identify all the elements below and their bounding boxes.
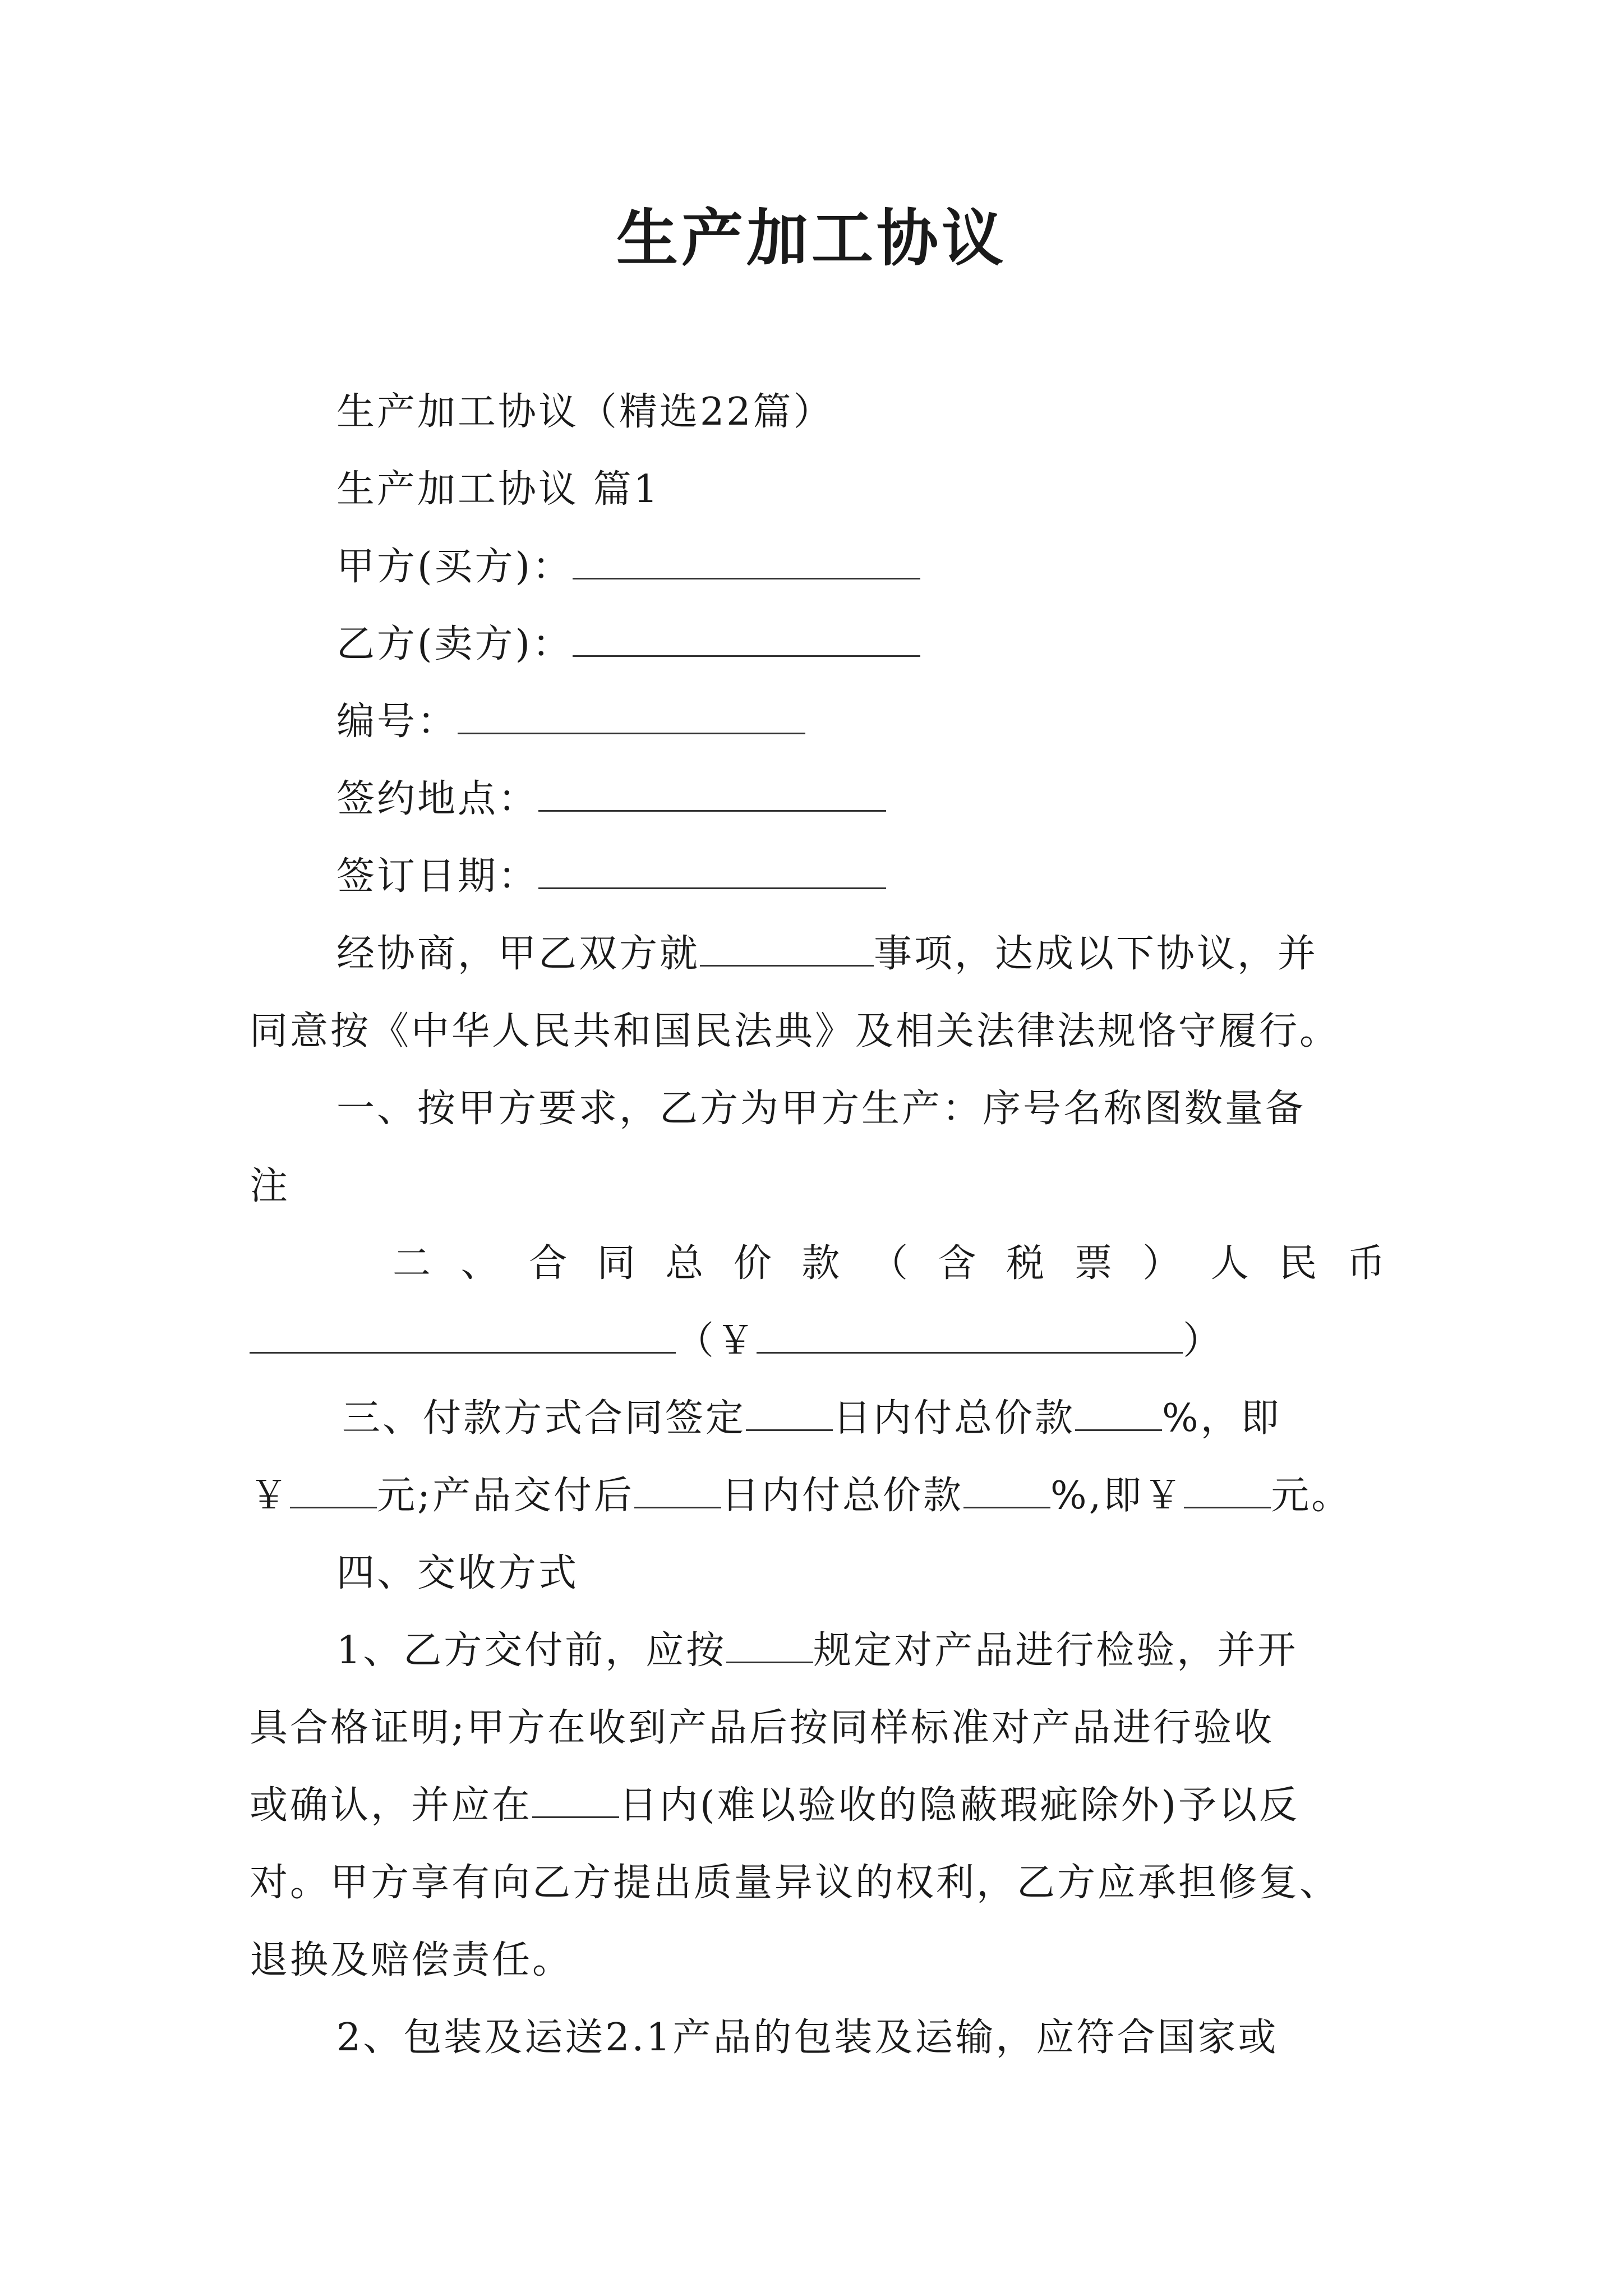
text: %,即￥ — [1050, 1474, 1184, 1518]
document-title: 生产加工协议 — [616, 202, 1007, 274]
price-heading-line — [393, 1239, 1385, 1289]
section-heading: 四、交收方式 — [336, 1551, 579, 1595]
paragraph-line: 一、按甲方要求，乙方为甲方生产：序号名称图数量备 — [336, 1087, 1306, 1131]
char: 币 — [1347, 1241, 1385, 1286]
char: 、 — [460, 1241, 499, 1286]
paragraph-line — [250, 1780, 1299, 1831]
place-label: 签约地点： — [336, 777, 539, 821]
char: 二 — [393, 1241, 431, 1286]
price-amount-line — [250, 1316, 1223, 1366]
char: ） — [1142, 1241, 1181, 1286]
text: ￥ — [250, 1474, 291, 1518]
char: 税 — [1006, 1241, 1045, 1286]
char: 总 — [665, 1241, 704, 1286]
char: （ — [869, 1241, 908, 1286]
paragraph-line: 对。甲方享有向乙方提出质量异议的权利，乙方应承担修复、 — [250, 1861, 1340, 1905]
text: 日内付总价款 — [721, 1474, 963, 1518]
text: 或确认，并应在 — [250, 1783, 533, 1828]
place-field — [336, 774, 886, 825]
rmb-blank — [250, 1317, 676, 1354]
date-label: 签订日期： — [336, 854, 539, 899]
char: 同 — [597, 1241, 635, 1286]
paragraph-line — [250, 1471, 1352, 1521]
char: 民 — [1279, 1241, 1317, 1286]
paren-close: ） — [1183, 1319, 1224, 1363]
text: 日内付总价款 — [833, 1396, 1076, 1441]
text: 事项，达成以下协议，并 — [874, 932, 1318, 976]
party-b-blank — [573, 620, 920, 657]
paragraph-line — [336, 1626, 1298, 1676]
blank-line — [1075, 1395, 1162, 1431]
paragraph-line: 注 — [250, 1164, 291, 1208]
subtitle: 生产加工协议（精选22篇） — [336, 390, 834, 434]
yen-blank — [757, 1317, 1183, 1354]
char: 含 — [938, 1241, 976, 1286]
blank-line — [700, 930, 874, 967]
date-field — [336, 852, 886, 902]
paragraph-line: 2、包装及运送2.1产品的包装及运输，应符合国家或 — [336, 2016, 1279, 2060]
text: %，即 — [1162, 1396, 1281, 1441]
text: 规定对产品进行检验，并开 — [813, 1628, 1298, 1673]
blank-line — [1184, 1472, 1271, 1508]
blank-line — [290, 1472, 377, 1508]
char: 款 — [801, 1241, 840, 1286]
number-blank — [458, 698, 805, 734]
blank-line — [634, 1472, 721, 1508]
text: 元。 — [1271, 1474, 1352, 1518]
section-heading: 生产加工协议 篇1 — [336, 467, 660, 512]
yen-open: （￥ — [676, 1319, 757, 1363]
paragraph-line: 具合格证明;甲方在收到产品后按同样标准对产品进行验收 — [250, 1706, 1274, 1750]
party-b-label: 乙方(卖方)： — [336, 622, 573, 666]
date-blank — [538, 853, 886, 889]
char: 人 — [1210, 1241, 1249, 1286]
text: 三、付款方式合同签定 — [342, 1396, 746, 1441]
text: 元;产品交付后 — [377, 1474, 634, 1518]
text: 日内(难以验收的隐蔽瑕疵除外)予以反 — [619, 1783, 1300, 1828]
blank-line — [726, 1627, 813, 1663]
char: 合 — [529, 1241, 568, 1286]
blank-line — [963, 1472, 1050, 1508]
text: 经协商，甲乙双方就 — [336, 932, 700, 976]
paragraph-line — [342, 1393, 1281, 1444]
text: 1、乙方交付前，应按 — [336, 1628, 727, 1673]
party-a-label: 甲方(买方)： — [336, 545, 573, 589]
number-label: 编号： — [336, 700, 458, 744]
party-a-field — [336, 542, 920, 592]
blank-line — [746, 1395, 833, 1431]
party-a-blank — [573, 543, 920, 579]
paragraph-line: 退换及赔偿责任。 — [250, 1938, 573, 1982]
place-blank — [538, 775, 886, 812]
number-field — [336, 697, 805, 747]
char: 价 — [733, 1241, 772, 1286]
party-b-field — [336, 619, 920, 670]
paragraph-line — [336, 929, 1318, 979]
paragraph-line: 同意按《中华人民共和国民法典》及相关法律法规恪守履行。 — [250, 1009, 1340, 1053]
char: 票 — [1074, 1241, 1113, 1286]
blank-line — [532, 1782, 619, 1818]
